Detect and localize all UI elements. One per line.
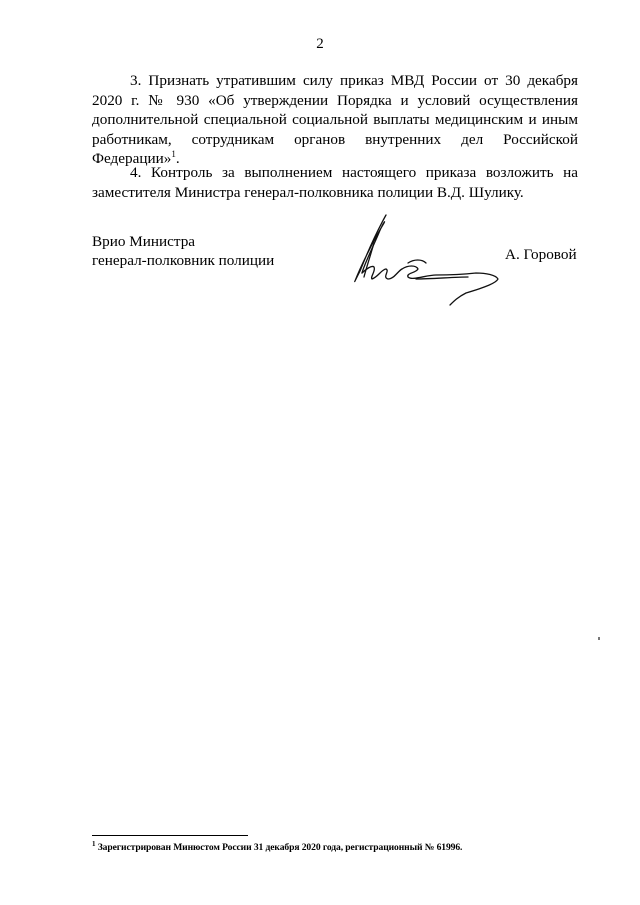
paragraph-4-text: 4. Контроль за выполнением настоящего приказа возложить на заместителя Министра генерал-полковника полиции В.Д. Шулику. [92,164,578,201]
signature-position [92,232,274,270]
footnote-text: Зарегистрирован Минюстом России 31 декабря 2020 года, регистрационный № 61996. [97,842,463,853]
position-rank: генерал-полковник полиции [92,252,275,269]
footnote [92,839,592,853]
footnote-reference: 1 [171,148,176,159]
footnote-divider [92,835,248,836]
signer-name: А. Горовой [505,246,577,263]
paragraph-3-body: 3. Признать утратившим силу приказ МВД России от 30 декабря 2020 г. № 930 «Об утверждении Порядка и условий осуществления дополнительной специальной социальной выплаты медицинским и иным работникам, сотрудникам органов внутренних дел Российской Федерации» [92,72,578,167]
paragraph-3-text [92,71,578,169]
paragraph-3-end: . [175,150,180,167]
page-number: 2 [316,36,324,52]
paragraph-3 [92,71,578,169]
position-title: Врио Министра [92,233,196,250]
footnote-marker: 1 [92,839,96,848]
paragraph-4 [92,163,578,202]
handwritten-signature [346,213,506,313]
scan-mark [598,637,600,640]
